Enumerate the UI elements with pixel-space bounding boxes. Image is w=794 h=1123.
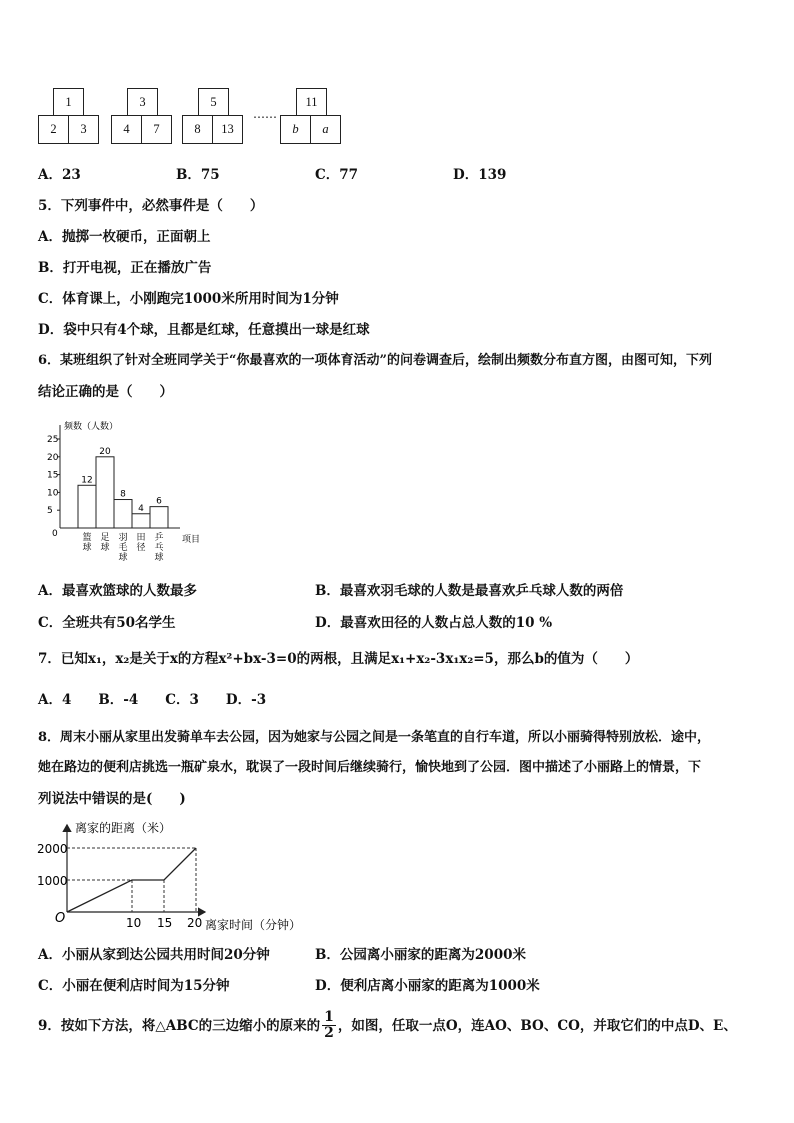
histogram-value-label: 20 xyxy=(99,446,111,457)
q8-stem-line2: 她在路边的便利店挑选一瓶矿泉水，耽误了一段时间后继续骑行，愉快地到了公园．图中描述了小丽路上的情景，下 xyxy=(38,760,702,775)
q6-stem-line2: 结论正确的是（ ） xyxy=(38,384,173,400)
q7-stem: 7．已知x₁，x₂是关于x的方程x²+bx-3=0的两根，且满足x₁+x₂-3x₁x₂=5，那么b的值为（ ） xyxy=(38,651,639,667)
histogram-ytick: 0 xyxy=(52,529,58,539)
histogram-category-label: 羽毛球 xyxy=(118,533,128,563)
q4-option-b[interactable]: B．75 xyxy=(176,167,220,183)
q5-option-d[interactable]: D．袋中只有4个球，且都是红球，任意摸出一球是红球 xyxy=(38,322,370,338)
histogram-bar xyxy=(96,457,114,528)
graph-xtick: 15 xyxy=(157,916,173,930)
pattern-right-box: 3 xyxy=(68,115,99,144)
pattern-top-box: 1 xyxy=(53,88,84,116)
q4-option-d[interactable]: D．139 xyxy=(453,167,507,183)
histogram-value-label: 8 xyxy=(120,489,126,500)
q9-stem-part2: ，如图，任取一点O，连AO、BO、CO，并取它们的中点D、E、 xyxy=(337,1017,737,1034)
q8-option-d[interactable]: D．便利店离小丽家的距离为1000米 xyxy=(315,978,540,994)
pattern-top-box: 11 xyxy=(296,88,327,116)
pattern-top-box: 5 xyxy=(198,88,229,116)
histogram-value-label: 12 xyxy=(81,475,93,486)
histogram-value-label: 6 xyxy=(156,496,162,507)
histogram-category-label: 田径 xyxy=(136,533,146,553)
histogram-value-label: 4 xyxy=(138,503,144,514)
q8-stem-line1: 8．周末小丽从家里出发骑单车去公园，因为她家与公园之间是一条笔直的自行车道，所以小丽骑得特别放松．途中， xyxy=(38,730,711,745)
pattern-top-box: 3 xyxy=(127,88,158,116)
pattern-left-box: 4 xyxy=(111,115,142,144)
histogram-xlabel: 项目 xyxy=(182,535,201,545)
q6-option-c[interactable]: C．全班共有50名学生 xyxy=(38,615,176,631)
graph-ylabel: 离家的距离（米） xyxy=(75,821,172,835)
q4-option-a[interactable]: A．23 xyxy=(38,167,81,183)
fraction-one-half: $\frac{1}{2}$ xyxy=(324,1009,334,1041)
pattern-ellipsis: …… xyxy=(253,107,277,121)
histogram-ytick: 5 xyxy=(47,506,53,517)
graph-xtick: 20 xyxy=(187,916,203,930)
q6-option-b[interactable]: B．最喜欢羽毛球的人数是最喜欢乒乓球人数的两倍 xyxy=(315,583,624,599)
histogram-ytick: 15 xyxy=(47,470,59,481)
histogram-category-label: 乒乓球 xyxy=(154,533,164,563)
pattern-right-box: 13 xyxy=(212,115,243,144)
histogram-category-label: 篮球 xyxy=(82,533,92,553)
q8-option-a[interactable]: A．小丽从家到达公园共用时间20分钟 xyxy=(38,947,270,963)
q6-option-a[interactable]: A．最喜欢篮球的人数最多 xyxy=(38,583,197,599)
pattern-right-box: a xyxy=(310,115,341,144)
histogram-ylabel: 频数（人数） xyxy=(64,422,119,432)
q5-option-a[interactable]: A．抛掷一枚硬币，正面朝上 xyxy=(38,229,211,245)
q5-option-c[interactable]: C．体育课上，小刚跑完1000米所用时间为1分钟 xyxy=(38,291,339,307)
graph-origin: O xyxy=(55,911,66,926)
histogram-ytick: 20 xyxy=(47,452,59,463)
histogram-bar xyxy=(132,514,150,528)
graph-xlabel: 离家时间（分钟） xyxy=(205,918,302,932)
pattern-left-box: 8 xyxy=(182,115,213,144)
pattern-left-box: b xyxy=(280,115,311,144)
q5-option-b[interactable]: B．打开电视，正在播放广告 xyxy=(38,260,212,276)
pattern-left-box: 2 xyxy=(38,115,69,144)
distance-time-graph xyxy=(35,815,325,935)
q5-stem: 5．下列事件中，必然事件是（ ） xyxy=(38,198,264,214)
q7-options[interactable]: A．4 B．-4 C．3 D．-3 xyxy=(38,692,267,708)
q8-stem-line3: 列说法中错误的是( ) xyxy=(38,791,186,807)
q6-option-d[interactable]: D．最喜欢田径的人数占总人数的10 % xyxy=(315,615,553,631)
histogram-bar xyxy=(150,507,168,528)
q6-stem-line1: 6．某班组织了针对全班同学关于“你最喜欢的一项体育活动”的问卷调查后，绘制出频数分布直方图，由图可知，下列 xyxy=(38,353,713,368)
q8-option-c[interactable]: C．小丽在便利店时间为15分钟 xyxy=(38,978,230,994)
histogram-bar xyxy=(78,485,96,528)
q9-stem-part1: 9．按如下方法，将△ABC的三边缩小的原来的 xyxy=(38,1017,321,1034)
graph-ytick: 1000 xyxy=(37,874,68,888)
histogram-ytick: 10 xyxy=(47,488,59,499)
histogram-chart xyxy=(30,415,220,575)
q8-option-b[interactable]: B．公园离小丽家的距离为2000米 xyxy=(315,947,526,963)
pattern-right-box: 7 xyxy=(141,115,172,144)
graph-xtick: 10 xyxy=(126,916,142,930)
histogram-bar xyxy=(114,500,132,528)
histogram-ytick: 25 xyxy=(47,435,59,445)
q4-option-c[interactable]: C．77 xyxy=(315,167,359,183)
graph-ytick: 2000 xyxy=(37,842,68,856)
histogram-category-label: 足球 xyxy=(100,533,110,553)
q9-stem xyxy=(38,1010,737,1041)
